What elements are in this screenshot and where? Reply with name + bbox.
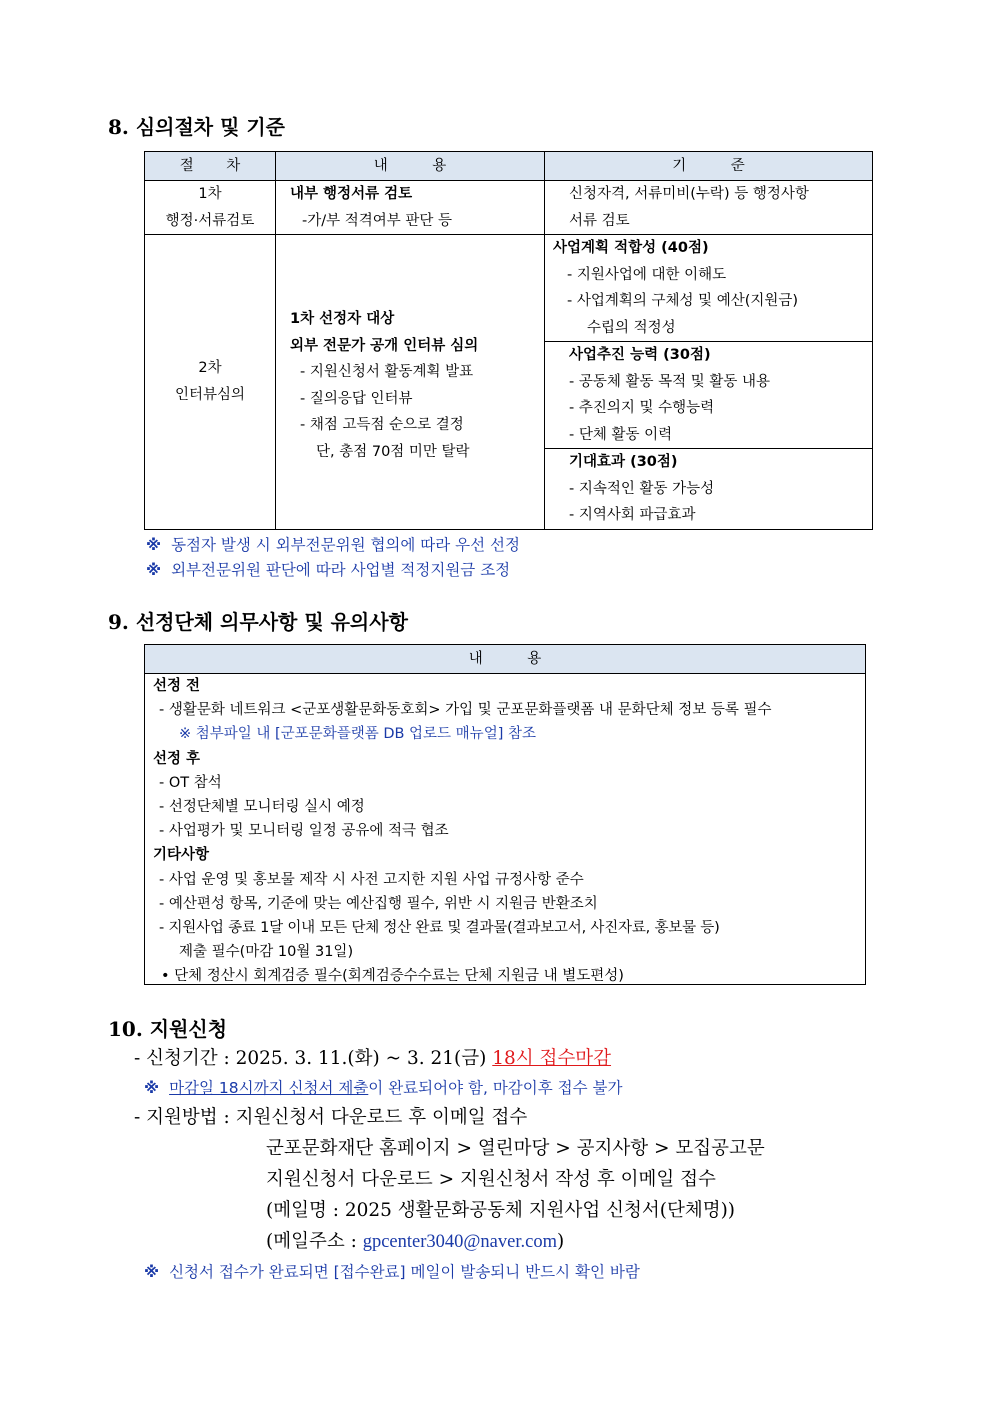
- criteria-effect: 기대효과 (30점) - 지속적인 활동 가능성 - 지역사회 파급효과: [545, 449, 873, 530]
- before-selection-title: 선정 전: [153, 678, 201, 694]
- after-selection-item: - OT 참석: [159, 774, 222, 791]
- application-period: - 신청기간 : 2025. 3. 11.(화) ~ 3. 21(금) 18시 접수마감: [134, 1048, 612, 1069]
- method-line: 지원신청서 다운로드 > 지원신청서 작성 후 이메일 접수: [266, 1169, 716, 1190]
- deadline-note: ※ 마감일 18시까지 신청서 제출이 완료되어야 함, 마감이후 접수 불가: [144, 1079, 623, 1097]
- obligations-table: [144, 644, 866, 985]
- section-8-title: 8. 심의절차 및 기준: [108, 115, 286, 139]
- before-selection-item: - 생활문화 네트워크 <군포생활문화동호회> 가입 및 군포문화플랫폼 내 문화단체 정보 등록 필수: [159, 702, 772, 719]
- stage-1-content: 내부 행정서류 검토 -가/부 적격여부 판단 등: [276, 181, 545, 235]
- review-procedure-table: [144, 151, 873, 530]
- etc-item: - 예산편성 항목, 기준에 맞는 예산집행 필수, 위반 시 지원금 반환조치: [159, 895, 598, 912]
- after-selection-item: - 사업평가 및 모니터링 일정 공유에 적극 협조: [159, 823, 449, 840]
- section-10-title: 10. 지원신청: [108, 1017, 228, 1041]
- table-row-stage-1: [145, 181, 873, 235]
- header-procedure: 절 차: [145, 152, 276, 181]
- after-selection-title: 선정 후: [153, 750, 201, 767]
- criteria-capability: 사업추진 능력 (30점) - 공동체 활동 목적 및 활동 내용 - 추진의지 및 수행능력 - 단체 활동 이력: [545, 342, 873, 449]
- etc-item-continued: 제출 필수(마감 10월 31일): [179, 944, 354, 961]
- section-8-note-1: ※ 동점자 발생 시 외부전문위원 협의에 따라 우선 선정: [146, 536, 521, 554]
- stage-2-cell: 2차 인터뷰심의: [145, 235, 276, 530]
- reference-mark-icon: ※: [144, 1263, 160, 1281]
- stage-1-cell: 1차 행정·서류검토: [145, 181, 276, 235]
- before-selection-note: ※ 첨부파일 내 [군포문화플랫폼 DB 업로드 매뉴얼] 참조: [179, 726, 536, 743]
- header-criteria: 기 준: [545, 152, 873, 181]
- stage-2-content: 1차 선정자 대상 외부 전문가 공개 인터뷰 심의 - 지원신청서 활동계획 발표 - 질의응답 인터뷰 - 채점 고득점 순으로 결정 단, 총점 70점 미만 탈락: [276, 235, 545, 530]
- stage-1-criteria: 신청자격, 서류미비(누락) 등 행정사항 서류 검토: [545, 181, 873, 235]
- etc-title: 기타사항: [153, 847, 210, 864]
- etc-item: - 지원사업 종료 1달 이내 모든 단체 정산 완료 및 결과물(결과보고서, 사진자료, 홍보물 등): [159, 920, 720, 937]
- section-8-note-2: ※ 외부전문위원 판단에 따라 사업별 적정지원금 조정: [146, 561, 511, 579]
- after-selection-item: - 선정단체별 모니터링 실시 예정: [159, 799, 365, 816]
- email-link[interactable]: gpcenter3040@naver.com: [362, 1232, 557, 1252]
- etc-bullet-item: • 단체 정산시 회계검증 필수(회계검증수수료는 단체 지원금 내 별도편성): [161, 968, 624, 985]
- section-9-title: 9. 선정단체 의무사항 및 유의사항: [108, 610, 408, 634]
- application-method: - 지원방법 : 지원신청서 다운로드 후 이메일 접수: [134, 1107, 528, 1128]
- table-header-row: [145, 152, 873, 181]
- method-line: (메일명 : 2025 생활문화공동체 지원사업 신청서(단체명)): [266, 1200, 736, 1221]
- header-content: 내 용: [276, 152, 545, 181]
- table-row-stage-2a: [145, 235, 873, 342]
- email-line: (메일주소 : gpcenter3040@naver.com): [266, 1231, 565, 1252]
- reference-mark-icon: ※: [146, 561, 162, 579]
- reference-mark-icon: ※: [146, 536, 162, 554]
- obligations-body: [145, 674, 865, 989]
- application-section: [134, 1043, 894, 1286]
- criteria-plan-fit: 사업계획 적합성 (40점) - 지원사업에 대한 이해도 - 사업계획의 구체성 및 예산(지원금) 수립의 적정성: [545, 235, 873, 342]
- method-line: 군포문화재단 홈페이지 > 열린마당 > 공지사항 > 모집공고문: [266, 1138, 765, 1159]
- etc-item: - 사업 운영 및 홍보물 제작 시 사전 고지한 지원 사업 규정사항 준수: [159, 871, 584, 888]
- obligations-header: 내 용: [145, 645, 865, 674]
- reference-mark-icon: ※: [144, 1079, 160, 1097]
- confirmation-note: ※ 신청서 접수가 완료되면 [접수완료] 메일이 발송되니 반드시 확인 바람: [144, 1263, 640, 1281]
- deadline-text: 18시 접수마감: [492, 1048, 612, 1069]
